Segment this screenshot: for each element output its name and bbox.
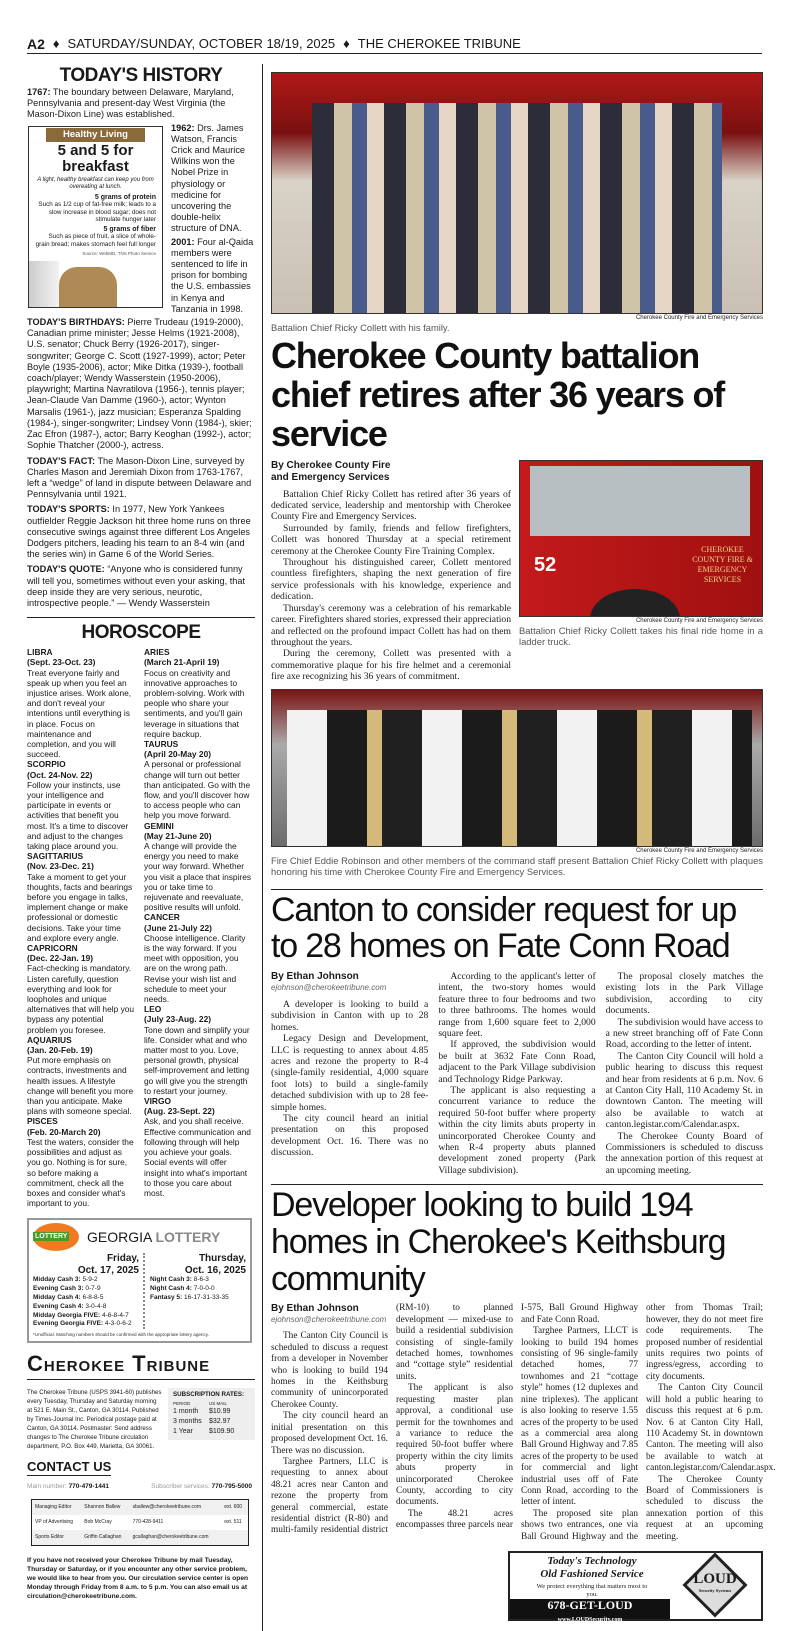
game-name: Evening Cash 4: bbox=[33, 1302, 84, 1310]
healthy-banner: Healthy Living bbox=[46, 128, 145, 142]
article-paragraph: If approved, the subdivision would be built at 3632 Fate Conn Road, adjacent to the Park Village subdivision and Technology Ridge Parkway. bbox=[438, 1039, 596, 1085]
history-sports: TODAY'S SPORTS: In 1977, New York Yankees outfielder Reggie Jackson hit three home runs on three consecutive swings against three different Los Angeles Dodgers pitchers, leading his team to an 8-4 win (and the series win) in Game 6 of the World Series. bbox=[27, 504, 251, 560]
horoscope-sign bbox=[144, 739, 252, 821]
game-name: Midday Georgia FIVE: bbox=[33, 1311, 101, 1319]
article-paragraph: Legacy Design and Development, LLC is requesting to annex about 4.85 acres and rezone the property to R-4 (single-family residential, 4,000 square foot lots) to build a single-family detached subdivision with up to 28 fee-simple homes. bbox=[271, 1033, 429, 1113]
sign-text: Treat everyone fairly and speak up when you feel an injustice arises. Work alone, and don't reveal your intentions until everything is in place. Focus on maintenance and completion, and you will succeed. bbox=[27, 667, 132, 760]
article-paragraph: The Canton City Council will hold a public hearing to discuss this request and hear from residents at 6 p.m. Nov. 6 at Canton City Hall, 110 Academy St. in downtown Canton. The meeting will also be available to watch at canton.legistar.com/Calendar.aspx. bbox=[605, 1050, 763, 1131]
history-birthdays: TODAY'S BIRTHDAYS: Pierre Trudeau (1919-2000), Canadian prime minister; Jesse Helms (1921-2008), U.S. senator; Chuck Berry (1926-2017), singer-songwriter; George C. Scott (1927-1999), actor; Peter Boyle (1935-2006), actor; Mike Ditka (1939-), football coach/player; Wendy Wasserstein (1950-2006), playwright; Martina Navratilova (1956-), tennis player; Jean-Claude Van Damme (1960-), actor; Wynton Marsalis (1961-), jazz musician; Esperanza Spalding (1984-), singer-songwriter; Lindsey Vonn (1984-), skier; Zac Efron (1987-), actor; Barry Keoghan (1992-), actor; Sophie Thatcher (2000-), actress. bbox=[27, 317, 252, 451]
lottery-result bbox=[33, 1320, 139, 1329]
subscription-row bbox=[173, 1427, 250, 1437]
paper-name: THE CHEROKEE TRIBUNE bbox=[357, 36, 521, 51]
sign-name: PISCES bbox=[27, 1116, 58, 1127]
history-2001: 2001: Four al-Qaida members were sentenced to life in prison for bombing the U.S. embassies in Kenya and Tanzania in 1998. bbox=[171, 236, 254, 314]
page-number: A2 bbox=[27, 35, 45, 52]
article-paragraph: Surrounded by family, friends and fellow firefighters, Collett was honored Thursday at a special retirement ceremony at the Cherokee County Fire Training Complex. bbox=[271, 522, 511, 557]
horoscope-sign bbox=[144, 912, 252, 1004]
article-paragraph: The applicant is also requesting a concurrent variance to reduce the required 50-foot buffer where property within the city limits abuts property in unincorporated Cherokee County and when R-4 property abuts planned development zoned property (Park Village subdivision). bbox=[438, 1085, 596, 1176]
lottery-result bbox=[33, 1312, 139, 1321]
circulation-notice: If you have not received your Cherokee Tribune by mail Tuesday, Thursday or Saturday, or if you encounter any other service problem, we would like to hear from you. Our circulation service center is open Monday through Friday from 8 a.m. to 5 p.m. You can also email us at circulation@cherokeetribune.com. bbox=[27, 1557, 249, 1601]
left-column bbox=[27, 64, 255, 1601]
article-paragraph: The Cherokee County Board of Commissioners is scheduled to discuss the annexation portion of this request at an upcoming meeting. bbox=[646, 1474, 763, 1542]
staff-name: Bob McCray bbox=[84, 1519, 112, 1526]
history-1767: 1767: The boundary between Delaware, Maryland, Pennsylvania and present-day West Virginia (the Mason-Dixon Line) was established. bbox=[27, 87, 234, 120]
sign-dates: (May 21-June 20) bbox=[144, 830, 212, 841]
article-paragraph: During the ceremony, Collett was presented with a commemorative plaque for his fire helmet and a ceremonial fire axe recognizing his 36 years of commitment. bbox=[271, 648, 511, 683]
history-text bbox=[27, 87, 255, 609]
horoscope-sign bbox=[27, 851, 135, 943]
lottery-result bbox=[33, 1285, 139, 1294]
story1-headline: Cherokee County battalion chief retires after 36 years of service bbox=[271, 335, 725, 454]
sign-text: Tone down and simplify your life. Consider what and who matter most to you. Love, personal growth, physical self-improvement and letting go will give you the strength to restart your journey. bbox=[144, 1024, 250, 1096]
horoscope-column-left bbox=[27, 647, 135, 1208]
horoscope-sign bbox=[144, 1004, 252, 1096]
history-quote: TODAY'S QUOTE: “Anyone who is considered funny will tell you, sometimes without even your asking, that deep inside they are very serious, neurotic, introspective people.” — Wendy Wasserstein bbox=[27, 564, 246, 608]
winning-numbers: 5-9-2 bbox=[82, 1276, 98, 1284]
article-paragraph: Targhee Partners, LLCT is looking to build 194 homes consisting of 96 single-family detached homes, 77 townhomes and 21 “cottage style” homes (12 duplexes and nine triplexes). The applicant is also looking to reserve 1.55 acres of the property to be used as a commercial area along Ball Ground Highway and 7.85 acres of the property to be used for commercial and light industrial uses off of Fate Conn Road, according to the letter of intent. bbox=[521, 1326, 638, 1508]
staff-row bbox=[32, 1530, 249, 1546]
game-name: Fantasy 5: bbox=[150, 1293, 183, 1301]
photo-caption: Fire Chief Eddie Robinson and other members of the command staff present Battalion Chief Ricky Collett with plaques honoring his time with Cherokee County Fire and Emergency Services. bbox=[271, 854, 763, 877]
article-paragraph: The city council heard an initial presentation on this proposed development Oct. 16. There was no discussion. bbox=[271, 1113, 429, 1159]
winning-numbers: 4-3-0-6-2 bbox=[104, 1320, 132, 1328]
lottery-friday: Friday, Oct. 17, 2025 Midday Cash 3: 5-9-2 Evening Cash 3: 0-7-9 Midday Cash 4: 6-8-8-5 Evening Cash 4: 3-0-4-8 Midday Georgia FIVE: 4-6-8-4-7 Evening Georgia FIVE: 4-3-0-6-2 bbox=[33, 1253, 145, 1329]
price: $32.97 bbox=[209, 1418, 231, 1426]
article-paragraph: Battalion Chief Ricky Collett has retired after 36 years of dedicated service, leadership and mentorship with Cherokee County Fire and Emergency Services. bbox=[271, 488, 511, 523]
sign-text: Take a moment to get your thoughts, facts and bearings before you engage in talks, implement change or make professional or domestic decisions. Take your time and explore every angle. bbox=[27, 871, 133, 943]
lottery-logo: LOTTERY bbox=[33, 1223, 79, 1251]
subscription-rates: SUBSCRIPTION RATES: PERIOD US MAIL 1 month $10.99 3 months $32.97 1 Year $109.90 bbox=[168, 1388, 255, 1440]
horoscope-sign bbox=[27, 1035, 135, 1117]
story2-headline: Canton to consider request for up to 28 homes on Fate Conn Road bbox=[271, 890, 737, 966]
sign-dates: (June 21-July 22) bbox=[144, 922, 212, 933]
price: $109.90 bbox=[209, 1428, 235, 1436]
history-title: TODAY'S HISTORY bbox=[59, 65, 223, 86]
game-name: Night Cash 3: bbox=[150, 1276, 192, 1284]
sign-name: SCORPIO bbox=[27, 759, 66, 770]
staff-role: VP of Advertising bbox=[35, 1519, 73, 1526]
history-fact: TODAY'S FACT: The Mason-Dixon Line, surveyed by Charles Mason and Jeremiah Dixon from 1763-1767, left a “wedge” of land in dispute between Delaware and Pennsylvania until 1921. bbox=[27, 455, 252, 500]
sign-name: VIRGO bbox=[144, 1096, 171, 1107]
sign-text: Fact-checking is mandatory. Listen carefully, question everything and look for loopholes and unique alternatives that will help you bypass any potential problem you foresee. bbox=[27, 963, 135, 1035]
sign-dates: (Feb. 20-March 20) bbox=[27, 1126, 101, 1137]
staff-contact: gcallaghan@cherokeetribune.com bbox=[132, 1534, 209, 1541]
publication-info: The Cherokee Tribune (USPS 3941-60) publishes every Tuesday, Thursday and Saturday morning at 521 E. Main St., Canton, GA 30114. Published by Times-Journal Inc. Periodical postage paid at Canton, GA 30114. Postmaster: Send address changes to The Cherokee Tribune circulation department, P.O. Box 449, Marietta, GA 30061. bbox=[27, 1389, 162, 1451]
photo-caption: Battalion Chief Ricky Collett takes his final ride home in a ladder truck. bbox=[519, 624, 763, 647]
sign-name: TAURUS bbox=[144, 738, 179, 749]
staff-contact: 770-428-9411 bbox=[132, 1519, 164, 1526]
article-paragraph: A developer is looking to build a subdivision in Canton with up to 28 homes. bbox=[271, 998, 429, 1033]
horoscope-sign bbox=[144, 821, 252, 913]
price: $10.99 bbox=[209, 1408, 231, 1416]
sign-name: AQUARIUS bbox=[27, 1034, 72, 1045]
article-paragraph: The subdivision would have access to a new street branching off of Fate Conn Road, according to the letter of intent. bbox=[605, 1016, 763, 1051]
history-1962: 1962: Drs. James Watson, Francis Crick and Maurice Wilkins won the Nobel Prize in physiology or medicine for uncovering the double-helix structure of DNA. bbox=[171, 122, 246, 234]
horoscope-title: HOROSCOPE bbox=[81, 622, 201, 644]
article-paragraph: According to the applicant's letter of intent, the two-story homes would feature three to four bedrooms and two to three bathrooms. The homes would range from 1,600 square feet to 2,000 square feet. bbox=[438, 970, 596, 1039]
sign-name: CAPRICORN bbox=[27, 943, 78, 954]
winning-numbers: 8-6-3 bbox=[193, 1276, 209, 1284]
lottery-result bbox=[33, 1303, 139, 1312]
sign-dates: (Oct. 24-Nov. 22) bbox=[27, 769, 93, 780]
staff-role: Sports Editor bbox=[35, 1534, 64, 1541]
winning-numbers: 7-0-0-0 bbox=[193, 1285, 215, 1293]
story1-article: By Cherokee County Fire and Emergency Services Battalion Chief Ricky Collett has retired after 36 years of dedicated service, leadership and mentorship with Cherokee County Fire and Emergency Services. Surrounded by family, friends and fellow firefighters, Collett was honored Thursday at a special retirement ceremony at the Cherokee County Fire Training Complex. Throughout his distinguished career, Collett mentored countless firefighters, shaping the next generation of fire service professionals with his knowledge, experience and dedication. Thursday's ceremony was a celebration of his remarkable career. Firefighters shared stories, expressed their appreciation and reflected on the profound impact Collett has had on them throughout the years. During the ceremony, Collett was presented with a commemorative plaque for his fire helmet and a ceremonial fire axe recognizing his 36 years of commitment. bbox=[271, 459, 511, 683]
article-paragraph: The proposed site plan shows two entrances, one via Ball Ground Highway and the other from Thomas Trail; however, they do not meet fire code requirements. The proposed number of residential units requires two points of ingress/egress, according to city documents. bbox=[521, 1303, 763, 1542]
story2-article: By Ethan Johnson ejohnson@cherokeetribune.com A developer is looking to build a subdivision in Canton with up to 28 homes. Legacy Design and Development, LLC is requesting to annex about 4.85 acres and rezone the property to R-4 (single-family residential, 4,000 square foot lots) to build a single-family detached subdivision with up to 28 fee-simple homes. The city council heard an initial presentation on this proposed development Oct. 16. There was no discussion. According to the applicant's letter of intent, the two-story homes would feature three to four bedrooms and two to three bathrooms. The homes would range from 1,600 square feet to 2,000 square feet. If approved, the subdivision would be built at 3632 Fate Conn Road, adjacent to the Park Village subdivision and Technology Ridge Parkway. The applicant is also requesting a concurrent variance to reduce the required 50-foot buffer where property within the city limits abuts property in unincorporated Cherokee County and when R-4 property abuts planned development zoned property (Park Village subdivision). The proposal closely matches the existing lots in the Park Village subdivision, according to city documents. The subdivision would have access to a new street branching off of Fate Conn Road, according to the letter of intent. The Canton City Council will hold a public hearing to discuss this request and hear from residents at 6 p.m. Nov. 6 at Canton City Hall, 110 Academy St. in downtown Canton. The meeting will also be available to watch at canton.legistar.com/Calendar.aspx. The Cherokee County Board of Commissioners is scheduled to discuss the annexation portion of this request at an upcoming meeting. bbox=[271, 970, 763, 1176]
sign-name: LEO bbox=[144, 1004, 162, 1015]
sign-text: A personal or professional change will turn out better than anticipated. Go with the flow, and you'll discover how to access people who can help you move forward. bbox=[144, 759, 251, 821]
photo-caption: Battalion Chief Ricky Collett with his family. bbox=[271, 322, 450, 333]
healthy-title: 5 and 5 for breakfast bbox=[57, 141, 134, 175]
winning-numbers: 0-7-9 bbox=[85, 1285, 101, 1293]
winning-numbers: 16-17-31-33-35 bbox=[183, 1293, 229, 1301]
sign-dates: (Sept. 23-Oct. 23) bbox=[27, 657, 96, 668]
subscription-row bbox=[173, 1417, 250, 1427]
sign-text: Follow your instincts, use your intelligence and participate in events or activities that benefit you most. It's a time to discover and adjust to the changes taking place around you. bbox=[27, 779, 129, 851]
sign-name: GEMINI bbox=[144, 820, 174, 831]
right-column: Cherokee County Fire and Emergency Services Battalion Chief Ricky Collett with his family. Cherokee County battalion chief retires after 36 years of service By Cherokee County Fire and Emergency Services Battalion Chief Ricky Collett has retired after 36 years of dedicated service, leadership and mentorship with Cherokee County Fire and Emergency Services. Surrounded by family, friends and fellow firefighters, Collett was honored Thursday at a special retirement ceremony at the Cherokee County Fire Training Complex. Throughout his distinguished career, Collett mentored countless firefighters, shaping the next generation of fire service professionals with his knowledge, experience and dedication. Thursday's ceremony was a celebration of his remarkable career. Firefighters shared stories, expressed their appreciation and reflected on the profound impact Collett has had on them throughout the years. During the ceremony, Collett was presented with a commemorative plaque for his fire helmet and a ceremonial fire axe recognizing his 36 years of commitment. 52 CHEROKEE COUNTY FIRE & EMERGENCY SERVICES Cherokee County Fire and Emergency Services Battalion Chief Ricky Collett takes his final ride home in a ladder truck. Cherokee County Fire and Emergency Services Fire Chief Eddie Robinson and other members of the command staff present Battalion Chief Ricky Collett with plaques honoring his time with Cherokee County Fire and Emergency Services. Canton to consider request for up to 28 homes on Fate Conn Road By Ethan Johnson ejohnson@cherokeetribune.com A developer is looking to build a subdivision in Canton with up to 28 homes. Legacy Design and Development, LLC is requesting to annex about 4.85 acres and rezone the property to R-4 (single-family residential, 4,000 square foot lots) to build a single-family detached subdivision with up to 28 fee-simple homes. The city council heard an initial presentation on this proposed development Oct. 16. There was no discussion. According to the applicant's letter of intent, the two-story homes would feature three to four bedrooms and two to three bathrooms. The homes would range from 1,600 square feet to 2,000 square feet. If approved, the subdivision would be built at 3632 Fate Conn Road, adjacent to the Park Village subdivision and Technology Ridge Parkway. The applicant is also requesting a concurrent variance to reduce the required 50-foot buffer where property within the city limits abuts property in unincorporated Cherokee County and when R-4 property abuts planned development zoned property (Park Village subdivision). The proposal closely matches the existing lots in the Park Village subdivision, according to city documents. The subdivision would have access to a new street branching off of Fate Conn Road, according to the letter of intent. The Canton City Council will hold a public hearing to discuss this request and hear from residents at 6 p.m. Nov. 6 at Canton City Hall, 110 Academy St. in downtown Canton. The meeting will also be available to watch at canton.legistar.com/Calendar.aspx. The Cherokee County Board of Commissioners is scheduled to discuss the annexation portion of this request at an upcoming meeting. Developer looking to build 194 homes in Cherokee's Keithsburg community By Ethan Johnson ejohnson@cherokeetribune.com The Canton City Council is scheduled to discuss a request from a developer in November who is looking to build 194 homes in the Keithsburg community of unincorporated Cherokee County. The city council heard an initial presentation on this proposed development Oct. 16. There was no discussion. Targhee Partners, LLC is requesting to annex about 48.21 acres near Canton and rezone the property from general commercial, estate residential district (R-80) and multi-family residential district (RM-10) to planned development — mixed-use to build a residential subdivision consisting of single-family detached homes, townhomes and “cottage style” residential units. The applicant is also requesting master plan approval, a conditional use permit for the townhomes and a variance to reduce the required 50-foot buffer where property within the city limits abuts property in unincorporated Cherokee County, according to city documents. The 48.21 acres encompasses three parcels near I-575, Ball Ground Highway and Fate Conn Road. Targhee Partners, LLCT is looking to build 194 homes consisting of 96 single-family detached homes, 77 townhomes and 21 “cottage style” homes (12 duplexes and nine triplexes). The applicant is also looking to reserve 1.55 acres of the property to be used as a commercial area along Ball Ground Highway and 7.85 acres of the property to be used for commercial and light industrial uses off of Fate Conn Road, according to the letter of intent. The proposed site plan shows two entrances, one via Ball Ground Highway and the other from Thomas Trail; however, they do not meet fire code requirements. The proposed number of residential units requires two points of ingress/egress, according to city documents. The Canton City Council will hold a public hearing to discuss this request at 6 p.m. Nov. 6 at Canton City Hall, 110 Academy St. in downtown Canton. The meeting will also be available to watch at canton.legistar.com/Calendar.aspx. The Cherokee County Board of Commissioners is scheduled to discuss the annexation portion of this request at an upcoming meeting. Today's Technology Old Fashioned Service We protect everything that matters most to you. 678-GET-LOUD www.LOUDSecurity.com LOUD Security Systems bbox=[262, 64, 762, 1631]
subscription-row bbox=[173, 1407, 250, 1417]
healthy-living-box: Healthy Living 5 and 5 for breakfast A light, healthy breakfast can keep you from overeating at lunch. 5 grams of protein Such as 1/2 cup of fat-free milk; leads to a slow increase in blood sugar; does not stimulate hunger later 5 grams of fiber Such as piece of fruit, a slice of whole-grain bread; makes stomach feel full longer Source: WebMD, TNS Photo Service bbox=[28, 126, 163, 309]
winning-numbers: 4-6-8-4-7 bbox=[102, 1311, 129, 1319]
sign-dates: (March 21-April 19) bbox=[144, 657, 220, 668]
article-paragraph: Thursday's ceremony was a celebration of his remarkable career. Firefighters shared stories, expressed their appreciation and reflected on the profound impact Collett has had on them throughout the years. bbox=[271, 602, 511, 648]
article-paragraph: Targhee Partners, LLC is requesting to annex about 48.21 acres near Canton and rezone the property from general commercial, estate residential district (R-80) and multi-family residential district (RM-10) to planned development — mixed-use to build a residential subdivision consisting of single-family detached homes, townhomes and “cottage style” residential units. bbox=[271, 1303, 513, 1536]
staff-contact: sballew@cherokeetribune.com bbox=[132, 1504, 202, 1511]
horoscope-sign bbox=[27, 647, 135, 759]
staff-row bbox=[32, 1500, 249, 1516]
article-paragraph: The Cherokee County Board of Commissioners is scheduled to discuss the annexation portion of this request at an upcoming meeting. bbox=[605, 1130, 763, 1176]
sign-dates: (Jan. 20-Feb. 19) bbox=[27, 1045, 93, 1056]
sign-name: ARIES bbox=[144, 647, 170, 658]
lottery-title: GEORGIA LOTTERY bbox=[87, 1228, 221, 1245]
game-name: Midday Cash 4: bbox=[33, 1293, 81, 1301]
lottery-result bbox=[150, 1294, 246, 1303]
horoscope-sign bbox=[27, 943, 135, 1035]
staff-role: Managing Editor bbox=[35, 1504, 72, 1511]
contact-numbers: Main number: 770-479-1441 Subscriber services: 770-795-5000 bbox=[27, 1483, 252, 1491]
article-paragraph: The city council heard an initial presentation on this proposed development Oct. 16. There was no discussion. bbox=[271, 1411, 388, 1456]
staff-name: Shannon Ballew bbox=[84, 1504, 121, 1511]
article-paragraph: The Canton City Council will hold a public hearing to discuss this request at 6 p.m. Nov. 6 at Canton City Hall, 110 Academy St. in downtown Canton. The meeting will also be available to watch at canton.legistar.com/Calendar.aspx. bbox=[646, 1383, 776, 1474]
winning-numbers: 6-8-8-5 bbox=[82, 1293, 104, 1301]
staff-ext bbox=[221, 1530, 248, 1546]
game-name: Night Cash 4: bbox=[150, 1285, 192, 1293]
article-paragraph: The Canton City Council is scheduled to discuss a request from a developer in November who is looking to build 194 homes in the Keithsburg community of unincorporated Cherokee County. bbox=[271, 1331, 388, 1410]
contact-title: CONTACT US bbox=[27, 1459, 112, 1475]
article-paragraph: The proposal closely matches the existing lots in the Park Village subdivision, according to city documents. bbox=[605, 970, 763, 1017]
sign-text: Put more emphasis on contracts, investments and health issues. A lifestyle change will benefit you more than you anticipate. Make plans with someone special. bbox=[27, 1055, 134, 1117]
winning-numbers: 3-0-4-8 bbox=[85, 1302, 107, 1310]
lottery-box: LOTTERY GEORGIA LOTTERY Friday, Oct. 17, 2025 Midday Cash 3: 5-9-2 Evening Cash 3: 0-7-9 Midday Cash 4: 6-8-8-5 Evening Cash 4: 3-0-4-8 Midday Georgia FIVE: 4-6-8-4-7 Evening Georgia FIVE: 4-3-0-6-2 Thursday, Oct. 16, 2025 Night Cash 3: 8-6-3 Night Cash 4: 7-0-0-0 Fantasy 5: 16-17-31-33-35 *Unofficial. Matching numbers should be confirmed with the appropriate lottery agency. bbox=[27, 1218, 252, 1343]
loud-security-ad[interactable]: Today's Technology Old Fashioned Service We protect everything that matters most to you. 678-GET-LOUD www.LOUDSecurity.com LOUD Security Systems bbox=[508, 1551, 763, 1621]
story3-article: By Ethan Johnson ejohnson@cherokeetribune.com The Canton City Council is scheduled to discuss a request from a developer in November who is looking to build 194 homes in the Keithsburg community of unincorporated Cherokee County. The city council heard an initial presentation on this proposed development Oct. 16. There was no discussion. Targhee Partners, LLC is requesting to annex about 48.21 acres near Canton and rezone the property from general commercial, estate residential district (R-80) and multi-family residential district (RM-10) to planned development — mixed-use to build a residential subdivision consisting of single-family detached homes, townhomes and “cottage style” residential units. The applicant is also requesting master plan approval, a conditional use permit for the townhomes and a variance to reduce the required 50-foot buffer where property within the city limits abuts property in unincorporated Cherokee County, according to city documents. The 48.21 acres encompasses three parcels near I-575, Ball Ground Highway and Fate Conn Road. Targhee Partners, LLCT is looking to build 194 homes consisting of 96 single-family detached homes, 77 townhomes and 21 “cottage style” homes (12 duplexes and nine triplexes). The applicant is also looking to reserve 1.55 acres of the property to be used as a commercial area along Ball Ground Highway and 7.85 acres of the property to be used for commercial and light industrial uses off of Fate Conn Road, according to the letter of intent. The proposed site plan shows two entrances, one via Ball Ground Highway and the other from Thomas Trail; however, they do not meet fire code requirements. The proposed number of residential units requires two points of ingress/egress, according to city documents. The Canton City Council will hold a public hearing to discuss this request at 6 p.m. Nov. 6 at Canton City Hall, 110 Academy St. in downtown Canton. The meeting will also be available to watch at canton.legistar.com/Calendar.aspx. The Cherokee County Board of Commissioners is scheduled to discuss the annexation portion of this request at an upcoming meeting. bbox=[271, 1303, 776, 1542]
sign-text: Focus on creativity and innovative approaches to problem-solving. Work with people who share your sentiments, and you'll gain leverage in situations that require backup. bbox=[144, 667, 245, 739]
lottery-thursday: Thursday, Oct. 16, 2025 Night Cash 3: 8-6-3 Night Cash 4: 7-0-0-0 Fantasy 5: 16-17-31-33-35 bbox=[150, 1253, 246, 1301]
lottery-result bbox=[150, 1276, 246, 1285]
sign-name: LIBRA bbox=[27, 647, 53, 658]
horoscope-sign bbox=[27, 1116, 135, 1208]
horoscope-sign bbox=[144, 1096, 252, 1198]
period: 1 Year bbox=[173, 1428, 193, 1436]
staff-name: Griffin Callaghan bbox=[84, 1534, 122, 1541]
sign-text: Choose intelligence. Clarity is the way forward. If you meet with opposition, you are on the wrong path. Revise your wish list and schedule to meet your needs. bbox=[144, 932, 246, 1005]
milk-glass-image bbox=[29, 261, 59, 307]
page-header: A2 ♦ SATURDAY/SUNDAY, OCTOBER 18/19, 2025 ♦ THE CHEROKEE TRIBUNE bbox=[27, 34, 762, 54]
masthead-logo: Cherokee Tribune bbox=[27, 1351, 255, 1380]
command-staff-photo bbox=[271, 689, 763, 847]
staff-table bbox=[31, 1499, 249, 1546]
sign-text: Test the waters, consider the possibilities and adjust as you go. Nothing is for sure, so before making a commitment, check all the boxes and consider what's important to you. bbox=[27, 1136, 134, 1209]
staff-ext: ext. 511 bbox=[224, 1519, 242, 1526]
ladder-truck-photo: 52 CHEROKEE COUNTY FIRE & EMERGENCY SERVICES bbox=[519, 460, 763, 617]
article-paragraph: Throughout his distinguished career, Collett mentored countless firefighters, shaping the next generation of fire service professionals with his knowledge, experience and dedication. bbox=[271, 557, 511, 603]
horoscope-sign bbox=[144, 647, 252, 739]
article-paragraph: The applicant is also requesting master plan approval, a conditional use permit for the townhomes and a variance to reduce the required 50-foot buffer where property within the city limits abuts property in unincorporated Cherokee County, according to city documents. bbox=[396, 1383, 513, 1508]
staff-ext: ext. 600 bbox=[224, 1504, 243, 1511]
divider bbox=[27, 617, 255, 618]
horoscope-column-right bbox=[144, 647, 252, 1208]
horoscope bbox=[27, 647, 252, 1208]
sign-name: SAGITTARIUS bbox=[27, 851, 84, 862]
photo-credit: Cherokee County Fire and Emergency Services bbox=[635, 315, 763, 321]
story3-headline: Developer looking to build 194 homes in Cherokee's Keithsburg community bbox=[271, 1186, 726, 1298]
sign-dates: (Dec. 22-Jan. 19) bbox=[27, 953, 94, 964]
bread-image bbox=[59, 267, 117, 307]
issue-date: SATURDAY/SUNDAY, OCTOBER 18/19, 2025 bbox=[67, 36, 336, 51]
game-name: Midday Cash 3: bbox=[33, 1276, 81, 1284]
sign-dates: (Nov. 23-Dec. 21) bbox=[27, 861, 94, 872]
game-name: Evening Cash 3: bbox=[33, 1285, 84, 1293]
article-paragraph: The 48.21 acres encompasses three parcels near I-575, Ball Ground Highway and Fate Conn Road. bbox=[396, 1303, 638, 1531]
period: 1 month bbox=[173, 1408, 199, 1416]
lottery-result bbox=[33, 1294, 139, 1303]
sign-text: Ask, and you shall receive. Effective communication and following through will help you achieve your goals. Social events will offer insight into what's important to those you care about most. bbox=[144, 1116, 251, 1198]
sign-dates: (April 20-May 20) bbox=[144, 749, 212, 760]
lottery-result bbox=[33, 1276, 139, 1285]
family-photo bbox=[271, 72, 763, 314]
sign-dates: (Aug. 23-Sept. 22) bbox=[144, 1106, 215, 1117]
staff-row bbox=[32, 1515, 249, 1530]
horoscope-sign bbox=[27, 759, 135, 851]
lottery-result bbox=[150, 1285, 246, 1294]
sign-dates: (July 23-Aug. 22) bbox=[144, 1014, 212, 1025]
sign-text: A change will provide the energy you need to make your way forward. Whether you visit a place that inspires you or take time to rejuvenate and reevaluate, positive results will unfold. bbox=[144, 841, 252, 913]
game-name: Evening Georgia FIVE: bbox=[33, 1320, 104, 1328]
sign-name: CANCER bbox=[144, 912, 180, 923]
period: 3 months bbox=[173, 1418, 202, 1426]
